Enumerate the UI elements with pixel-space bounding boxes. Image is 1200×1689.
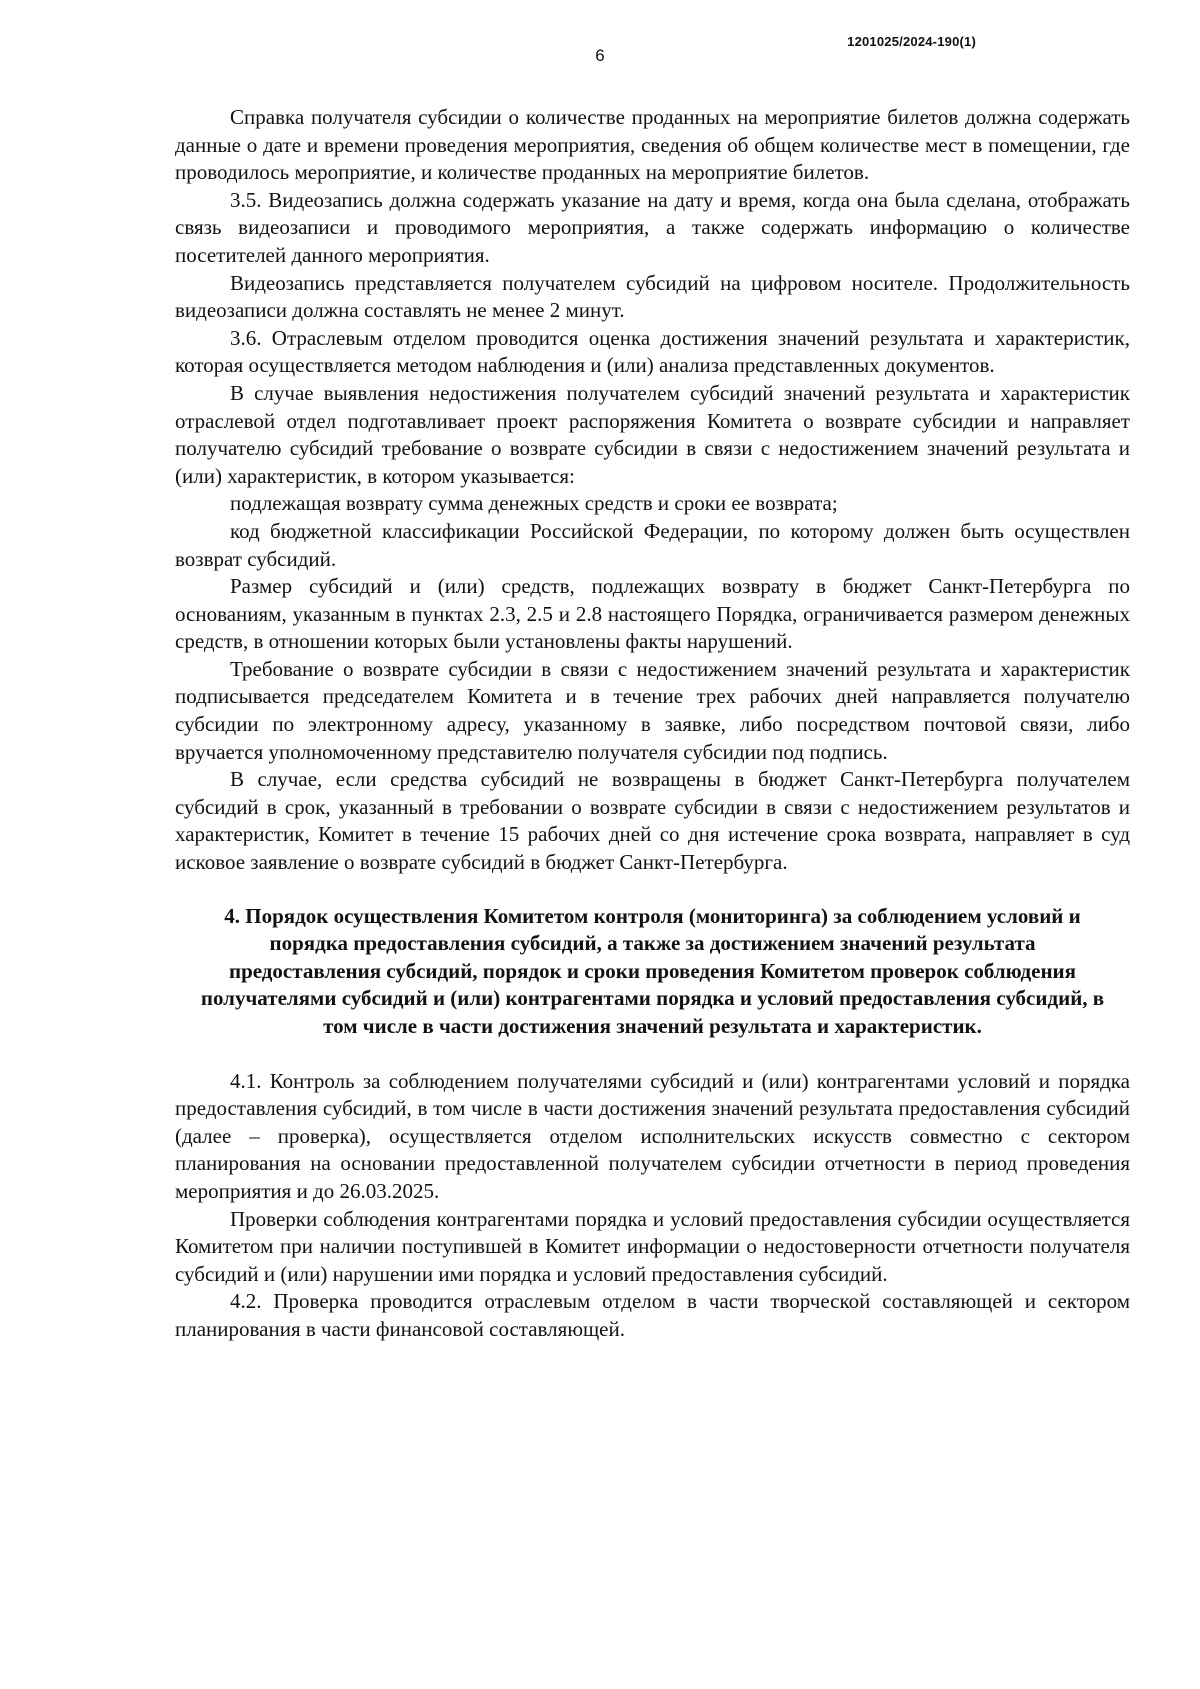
paragraph-3-5: 3.5. Видеозапись должна содержать указание на дату и время, когда она была сделана, отображать связь видеозаписи и проводимого мероприятия, а также содержать информацию о количестве посетителей данного мероприятия. — [175, 187, 1130, 267]
paragraph: Справка получателя субсидии о количестве проданных на мероприятие билетов должна содержать данные о дате и времени проведения мероприятия, сведения об общем количестве мест в помещении, где проводилось мероприятие, и количестве проданных на мероприятие билетов. — [175, 105, 1130, 185]
paragraph: Размер субсидий и (или) средств, подлежащих возврату в бюджет Санкт-Петербурга по основаниям, указанным в пунктах 2.3, 2.5 и 2.8 настоящего Порядка, ограничивается размером денежных средств, в отношении которых были установлены факты нарушений. — [175, 574, 1130, 654]
document-body — [175, 104, 1130, 1344]
paragraph: Видеозапись представляется получателем субсидий на цифровом носителе. Продолжительность видеозаписи должна составлять не менее 2 минут. — [175, 270, 1130, 323]
list-item: код бюджетной классификации Российской Федерации, по которому должен быть осуществлен возврат субсидий. — [175, 518, 1130, 571]
paragraph-4-2: 4.2. Проверка проводится отраслевым отделом в части творческой составляющей и сектором планирования в части финансовой составляющей. — [175, 1289, 1130, 1341]
page-number: 6 — [595, 46, 605, 65]
paragraph: Проверки соблюдения контрагентами порядка и условий предоставления субсидии осуществляется Комитетом при наличии поступившей в Комитет информации о недостоверности отчетности получателя субсидий и (или) нарушении ими порядка и условий предоставления субсидий. — [175, 1206, 1130, 1286]
document-number: 1201025/2024-190(1) — [847, 34, 976, 49]
section-4-heading: 4. Порядок осуществления Комитетом контроля (мониторинга) за соблюдением условий и порядка предоставления субсидий, а также за достижением значений результата предоставления субсидий, порядок и сроки проведения Комитетом проверок соблюдения получателями субсидий и (или) контрагентами порядка и условий предоставления субсидий, в том числе в части достижения значений результата и характеристик. — [200, 903, 1105, 1038]
paragraph: В случае, если средства субсидий не возвращены в бюджет Санкт-Петербурга получателем субсидий в срок, указанный в требовании о возврате субсидии в связи с недостижением результатов и характеристик, Комитет в течение 15 рабочих дней со дня истечение срока возврата, направляет в суд исковое заявление о возврате субсидий в бюджет Санкт-Петербурга. — [175, 767, 1130, 875]
paragraph-3-6: 3.6. Отраслевым отделом проводится оценка достижения значений результата и характеристик, которая осуществляется методом наблюдения и (или) анализа представленных документов. — [175, 325, 1130, 378]
paragraph: Требование о возврате субсидии в связи с недостижением значений результата и характеристик подписывается председателем Комитета и в течение трех рабочих дней направляется получателю субсидии по электронному адресу, указанному в заявке, либо посредством почтовой связи, либо вручается уполномоченному представителю получателя субсидии под подпись. — [175, 656, 1130, 764]
list-item: подлежащая возврату сумма денежных средств и сроки ее возврата; — [230, 491, 838, 516]
paragraph-4-1: 4.1. Контроль за соблюдением получателями субсидий и (или) контрагентами условий и порядка предоставления субсидий, в том числе в части достижения значений результата предоставления субсидий (далее – проверка), осуществляется отделом исполнительских искусств совместно с сектором планирования на основании предоставленной получателем субсидии отчетности в период проведения мероприятия и до 26.03.2025. — [175, 1068, 1130, 1203]
paragraph: В случае выявления недостижения получателем субсидий значений результата и характеристик отраслевой отдел подготавливает проект распоряжения Комитета о возврате субсидии и направляет получателю субсидий требование о возврате субсидии в связи с недостижением значений результата и (или) характеристик, в котором указывается: — [175, 380, 1130, 488]
